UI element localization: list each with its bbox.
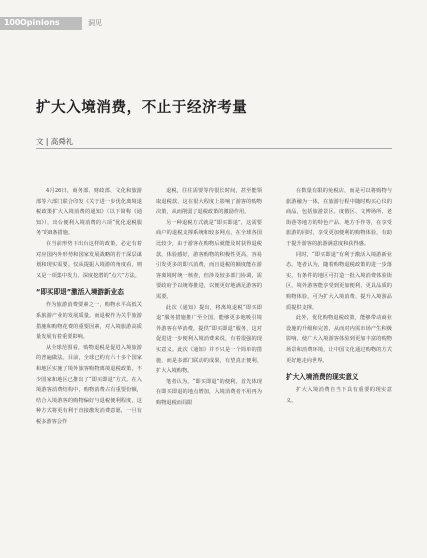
paragraph: 在当前形势下出台这样的政策，必定有着对应国内外形势和国家发展战略的若干深层谋划和现实需要。仅从提振入境游的角度看，则又是一项集中发力、深度挖潜的“点穴”方法。 <box>36 240 142 279</box>
paragraph: 笔者认为，“即买即退”的便利，首先体现在即买即退的地点增加，入境消费者不用再为购物退税而局限 <box>156 378 262 406</box>
section-tab <box>0 17 82 30</box>
column-1 <box>36 186 142 427</box>
paragraph: 扩大入境消费自当下具有重要的现实意义。 <box>286 387 392 404</box>
paragraph: 退税，往往需要等待很长时间，甚至能领取退税款，这在很大程度上影响了游客的购物决策，从而削弱了退税政策的激励作用。 <box>156 188 262 216</box>
page-header <box>0 17 427 30</box>
section-label: Opinions <box>20 18 60 27</box>
paragraph: 此次《通知》提出，将离境退税“即买即退”服务措施推广至全国，能够更多地吸引境外游客在华消费，提供“即买即退”服务，这对促进进一步便利入境消费来说，有着很强的现实意义。此次《通知》并不只是一个简单的措施，而是多部门联动的成果，有望真正便利、扩大入境购物。 <box>156 304 262 375</box>
paragraph: 另一种退税方式就是“即买即退”，这需要商户的退税支撑系统和较多网点，在全球各国比较少，由于游客在购物后就能及时获得退税款，体验感好，游客购物的积极性更高，容易引发更多的即兴消费，而且退税的额度能在游客离境时统一核查，但涉及较多部门协调，需要政府予以统筹推进，以便更好地满足游客的需要。 <box>156 219 262 300</box>
paragraph: 此外，优化购物退税政策，能够带动商业设施的升级和完善，从而对内需市场产生积极影响，使广大入境游客体验到更加丰富的购物场景和消费环境，让中国文化通过购物的方式更好地走向世界。 <box>286 315 392 364</box>
subheading: “即买即退”激活入境游新业态 <box>36 288 124 297</box>
subsection-label: 洞见 <box>88 19 102 27</box>
title-divider <box>36 148 392 149</box>
article-title: 扩大入境消费，不止于经济考量 <box>36 99 248 116</box>
column-2 <box>156 186 262 408</box>
subheading: 扩大入境消费的现实意义 <box>286 373 359 382</box>
paragraph: 作为旅游消费要素之一，购物水平高低关系旅游产业的发展质量。而退税作为关乎旅游措施和购物花费的重要因素，对入境旅游高质量发展有着重要影响。 <box>36 302 142 341</box>
page-number: 100 <box>4 18 21 27</box>
byline: 文 | 高舜礼 <box>36 137 74 146</box>
paragraph: 4月26日，商务部、财政部、文化和旅游部等六部门联合印发《关于进一步优化离境退税政策扩大入境消费的通知》（以下简称《通知》），出台便利入境消费的六项“优化退税服务”的8条措施。 <box>36 188 142 237</box>
paragraph: 在数量有限的免税店，而是可以将购物与旅游融为一体，在旅游行程中随时购买心仪的商品，包括旅游景区、度假区、文博场所、老街巷等地方的特色产品、地方手作等，在享受旅游的同时，享受更加便利的购物体验，有助于提升游客的旅游满意度和获得感。 <box>286 188 392 247</box>
paragraph: 同时，“即买即退”有利于激活入境游新业态。笔者认为，随着购物退税政策的进一步落实，有条件的地区可打造一批入境消费体验街区，境外游客能享受到更加便利、更具品质的购物体验，可为扩大入境消费、提升入境游品质提供支撑。 <box>286 251 392 311</box>
column-3 <box>286 186 392 406</box>
paragraph: 从全球范围看，购物退税是促进入境旅游的普遍做法。目前，全球已约有六十多个国家和地区实施了境外旅客购物离境退税政策，不少国家和地区已推出了“即买即退”方式。在入境游客消费结构中，购物消费占有重要份额，结合入境游客的购物偏好与退税便利程度，这种方式将更有利于直接激发消费意愿，一旦有税多游客会作 <box>36 344 142 425</box>
